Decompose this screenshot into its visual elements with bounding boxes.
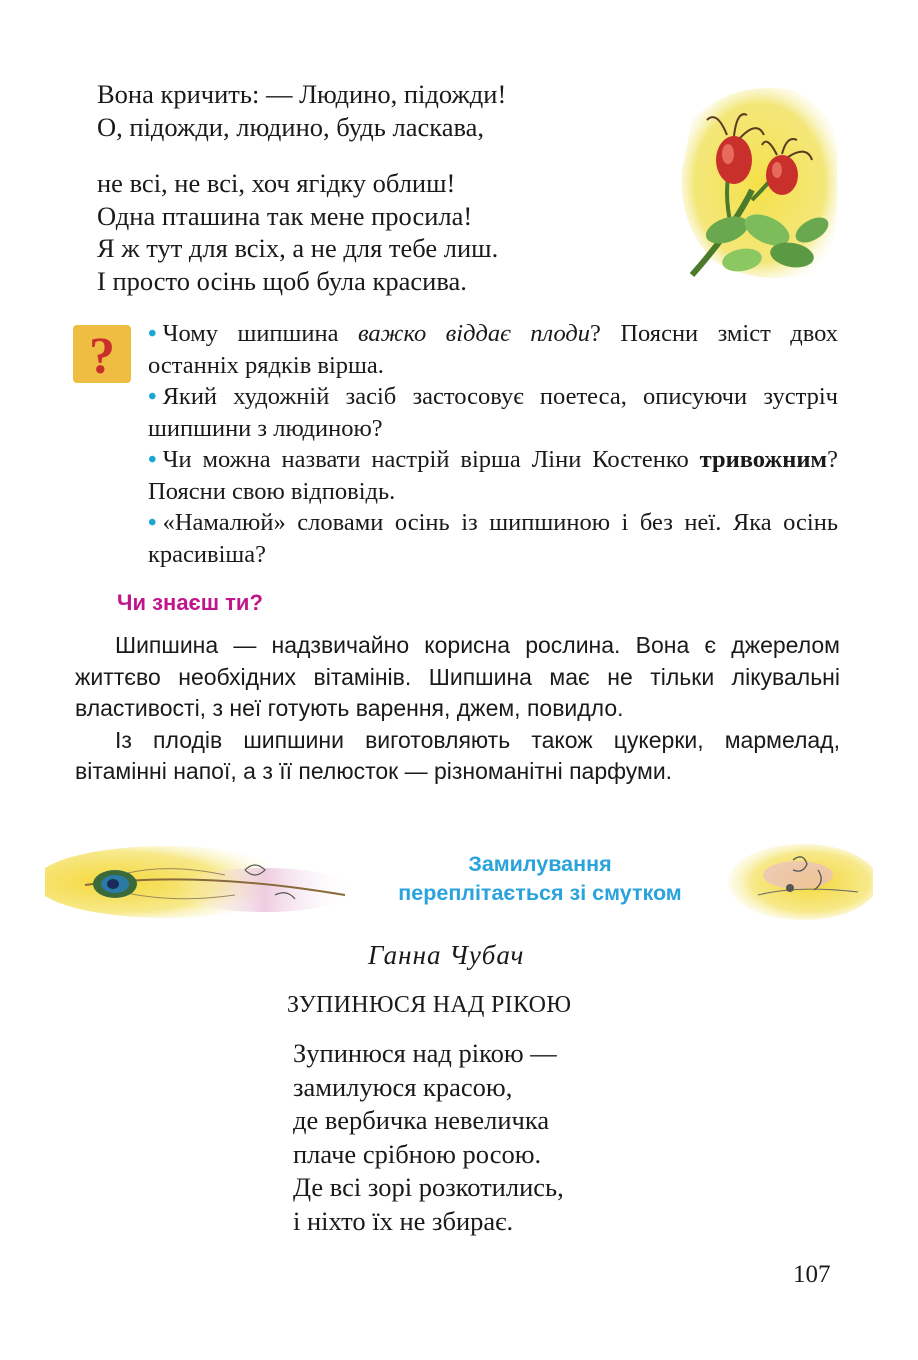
question-item: • Чи можна назвати настрій вірша Ліни Костенко тривожним? Поясни свою відповідь.: [148, 446, 838, 505]
bullet-icon: •: [148, 446, 157, 473]
question-mark-icon: [73, 325, 131, 383]
bullet-icon: •: [148, 320, 157, 347]
music-note-illustration: [718, 840, 873, 924]
bullet-icon: •: [148, 383, 157, 410]
stanza-gap: [97, 143, 657, 167]
question-item: • Який художній засіб застосовує поетеса, описуючи зустріч шипшини з людиною?: [148, 383, 838, 442]
poem-line: Зупинюся над рікою —: [293, 1038, 557, 1068]
poem-excerpt: [97, 78, 657, 297]
poem-line: і ніхто їх не збирає.: [293, 1205, 514, 1236]
poem-line: Де всі зорі розкотились,: [293, 1172, 564, 1202]
poem-line: Я ж тут для всіх, а не для тебе лиш.: [97, 233, 499, 263]
poem-line: І просто осінь щоб була красива.: [97, 265, 467, 296]
author-name: Ганна Чубач: [368, 940, 525, 970]
questions-list: [148, 318, 838, 570]
did-you-know-text: [75, 630, 840, 788]
did-you-know-heading: Чи знаєш ти?: [117, 590, 263, 615]
question-item: • Чому шипшина важко віддає плоди? Поясни зміст двох останніх рядків вірша.: [148, 320, 838, 379]
paragraph: Із плодів шипшини виготовляють також цукерки, мармелад, вітамінні напої, а з її пелюсток — різноманітні парфуми.: [75, 726, 840, 784]
bullet-icon: •: [148, 509, 157, 536]
rosehip-illustration: [672, 80, 840, 285]
poem-line: плаче срібною росою.: [293, 1138, 542, 1169]
poem-line: Одна пташина так мене просила!: [97, 200, 473, 231]
poem-text: [293, 1037, 564, 1238]
peacock-feather-illustration: [45, 840, 365, 924]
poem-line: замилуюся красою,: [293, 1071, 513, 1102]
poem-line: де вербичка невеличка: [293, 1105, 550, 1135]
poem-line: О, підожди, людино, будь ласкава,: [97, 111, 485, 142]
paragraph: Шипшина — надзвичайно корисна рослина. Вона є джерелом життєво необхідних вітамінів. Шипшина має не тільки лікувальні властивості, з неї готують варення, джем, повидло.: [75, 632, 840, 721]
svg-text:?: ?: [89, 328, 115, 383]
poem-line: не всі, не всі, хоч ягідку облиш!: [97, 168, 456, 198]
poem-line: Вона кричить: — Людино, підожди!: [97, 79, 507, 109]
page-number: 107: [793, 1261, 831, 1288]
poem-title: ЗУПИНЮСЯ НАД РІКОЮ: [287, 992, 572, 1018]
question-item: • «Намалюй» словами осінь із шипшиною і без неї. Яка осінь красивіша?: [148, 509, 838, 568]
section-heading: Замилування переплітається зі смутком: [398, 852, 682, 905]
